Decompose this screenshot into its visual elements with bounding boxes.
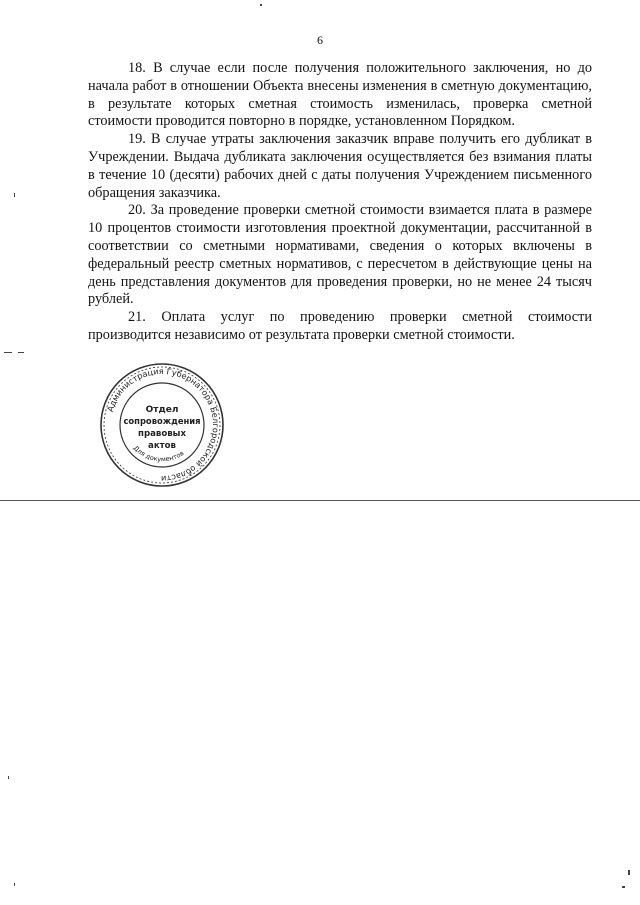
scan-speck <box>8 776 9 779</box>
seal-ring-text: Администрация Губернатора Белгородской области <box>104 365 222 485</box>
seal-line-2: сопровождения <box>123 416 201 426</box>
paragraph-18: 18. В случае если после получения положительного заключения, но до начала работ в отношении Объекта внесены изменения в сметную документацию, в результате которых сметная стоимость изменилась, проверка сметной стоимости проводится повторно в порядке, установленном Порядком. <box>88 60 592 130</box>
scan-speck <box>628 870 630 875</box>
seal-line-4: актов <box>148 441 176 451</box>
seal-graphic <box>97 360 227 490</box>
official-seal <box>97 360 227 490</box>
scan-speck <box>14 883 15 886</box>
scan-speck <box>18 352 24 353</box>
scan-speck <box>14 193 15 197</box>
scan-speck <box>622 886 625 888</box>
seal-line-1: Отдел <box>145 405 179 415</box>
scan-speck <box>4 352 12 353</box>
paragraph-20: 20. За проведение проверки сметной стоимости взимается плата в размере 10 процентов стоимости изготовления проектной документации, рассчитанной в соответствии со сметными нормативами, сведения о которых включены в федеральный реестр сметных нормативов, с пересчетом в действующие цены на день представления документов для проведения проверки, но не менее 24 тысяч рублей. <box>88 202 592 308</box>
paragraph-21: 21. Оплата услуг по проведению проверки сметной стоимости производится независимо от результата проверки сметной стоимости. <box>88 309 592 343</box>
seal-inner-arc-text: Для документов <box>131 444 186 464</box>
page-number: 6 <box>317 33 323 47</box>
horizontal-divider <box>0 500 640 501</box>
seal-line-3: правовых <box>138 429 186 439</box>
paragraph-19: 19. В случае утраты заключения заказчик вправе получить его дубликат в Учреждении. Выдача дубликата заключения осуществляется без взимания платы в течение 10 (десяти) рабочих дней с даты получения Учреждением письменного обращения заказчика. <box>88 131 592 201</box>
document-body <box>88 60 592 345</box>
scan-speck <box>260 4 262 6</box>
